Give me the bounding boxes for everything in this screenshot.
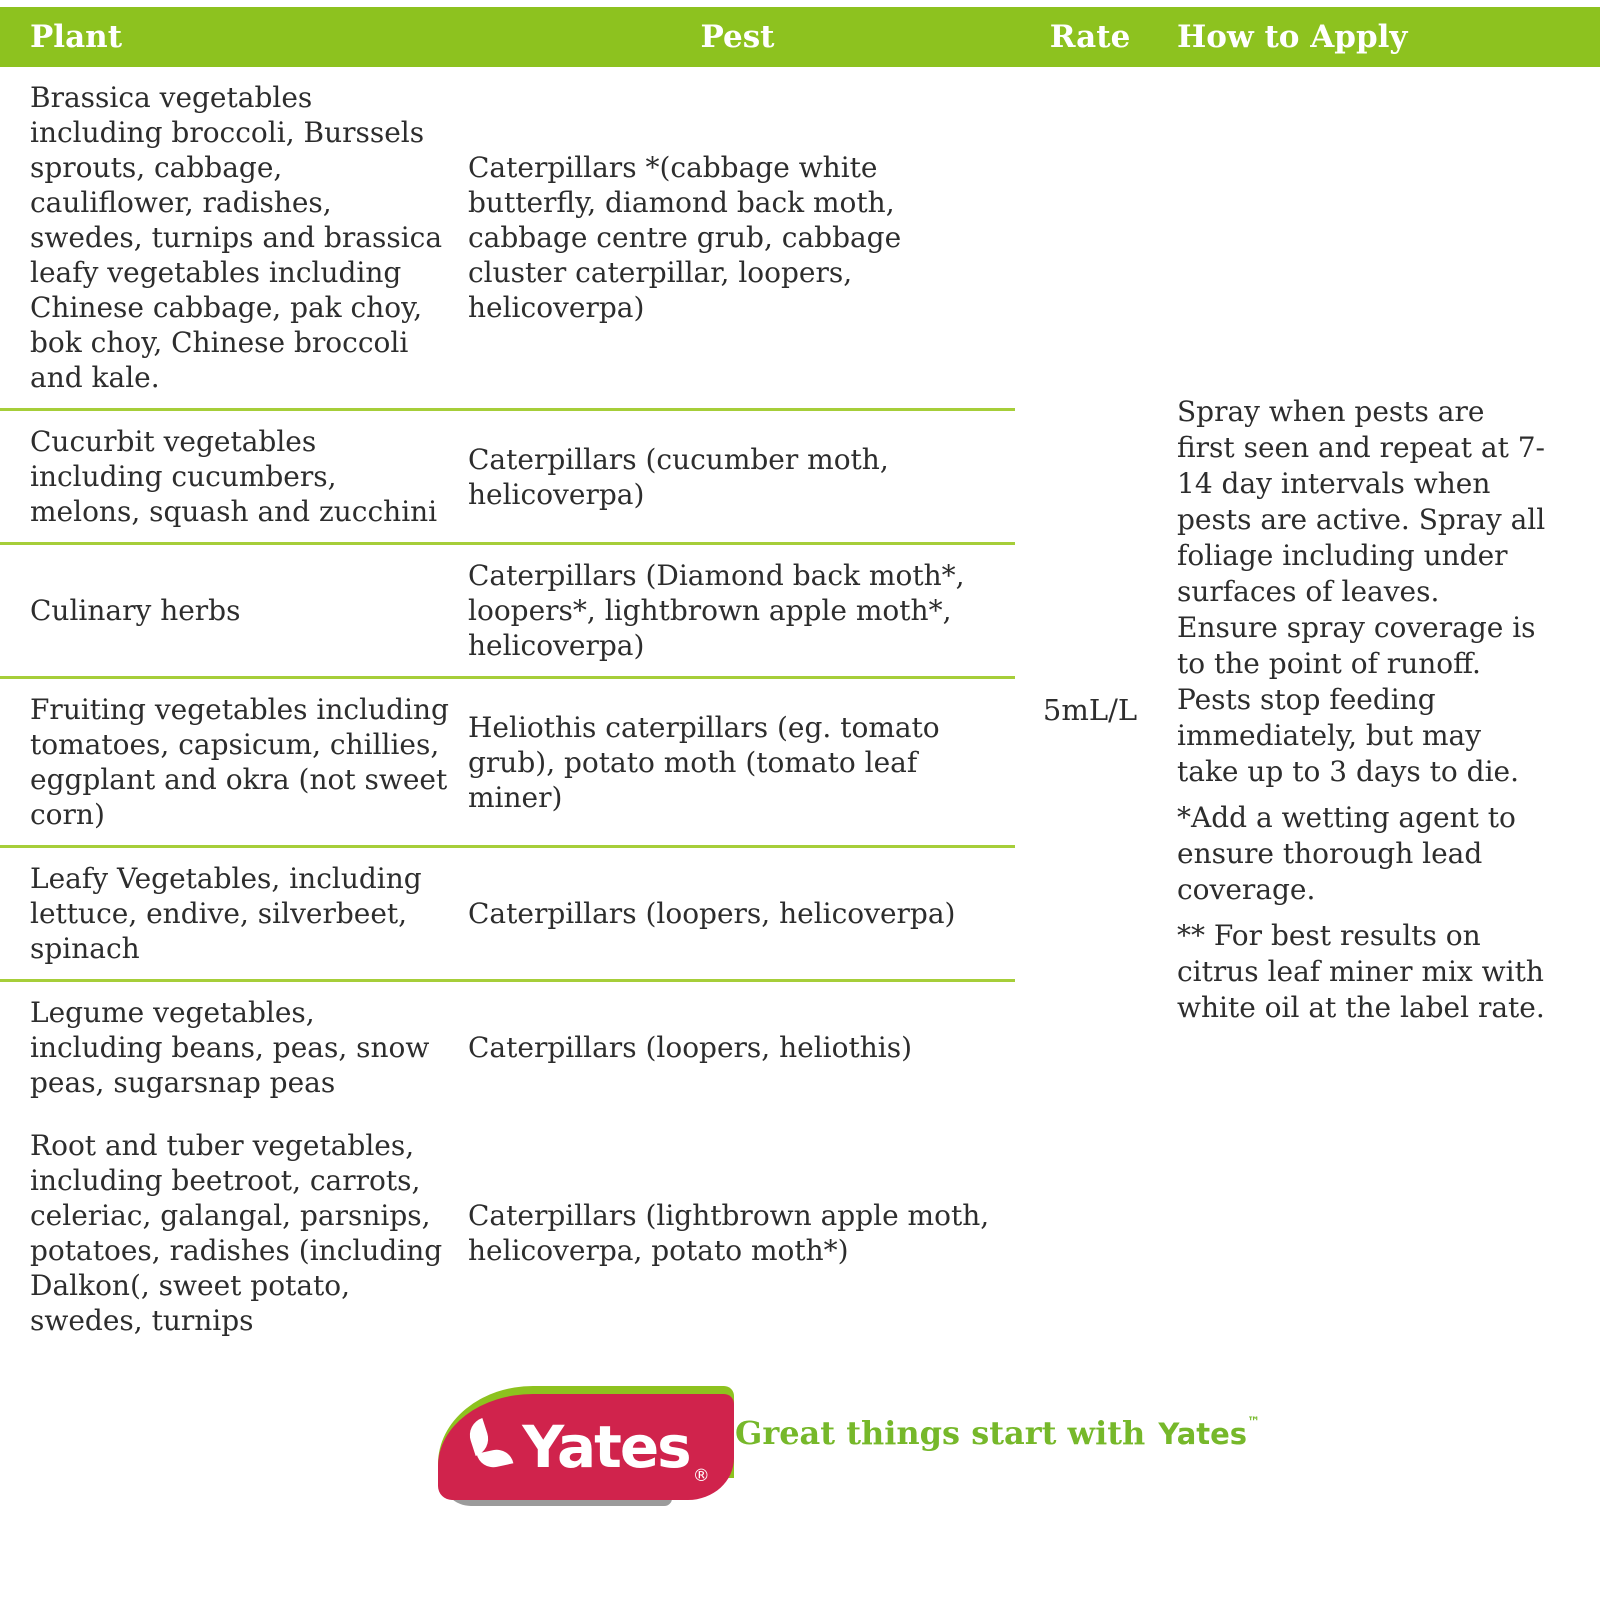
table-header xyxy=(0,7,1600,67)
header-rate: Rate xyxy=(1049,19,1131,55)
registered-trademark-symbol: ® xyxy=(692,1466,710,1486)
plant-cell: Cucurbit vegetables including cucumbers, melons, squash and zucchini xyxy=(30,425,438,528)
table-body xyxy=(0,67,1600,1353)
yates-logo xyxy=(438,1386,734,1504)
plant-cell: Root and tuber vegetables, including beetroot, carrots, celeriac, galangal, parsnips, potatoes, radishes (including Dalkon(, sweet potato, swedes, turnips xyxy=(30,1129,443,1337)
apply-paragraph: ** For best results on citrus leaf miner mix with white oil at the label rate. xyxy=(1177,919,1545,1024)
plant-cell: Culinary herbs xyxy=(30,594,241,627)
pest-cell: Heliothis caterpillars (eg. tomato grub), potato moth (tomato leaf miner) xyxy=(468,710,940,814)
logo-wordmark: Yates xyxy=(522,1413,690,1481)
pest-cell: Caterpillars (Diamond back moth*, loopers*, lightbrown apple moth*, helicoverpa) xyxy=(468,559,965,662)
header-how-to-apply: How to Apply xyxy=(1177,19,1408,55)
header-pest: Pest xyxy=(700,19,775,55)
how-to-apply-column xyxy=(1165,67,1600,1353)
tagline-text: Great things start with xyxy=(735,1414,1146,1452)
plant-cell: Brassica vegetables including broccoli, Burssels sprouts, cabbage, cauliflower, radishes, swedes, turnips and brassica leafy vegetables including Chinese cabbage, pak choy, bok choy, Chinese broccoli and kale. xyxy=(30,81,443,394)
table-row xyxy=(0,845,1015,979)
apply-paragraph: Spray when pests are first seen and repeat at 7-14 day intervals when pests are active. Spray all foliage including under surfaces of leaves. Ensure spray coverage is to the point of runoff. Pests stop feeding immediately, but may take up to 3 days to die. xyxy=(1177,395,1546,788)
table-row xyxy=(0,542,1015,676)
table-row xyxy=(0,979,1015,1113)
pest-cell: Caterpillars (loopers, helicoverpa) xyxy=(468,897,956,930)
trademark-symbol: ™ xyxy=(1247,1415,1261,1430)
plant-cell: Fruiting vegetables including tomatoes, capsicum, chillies, eggplant and okra (not sweet corn) xyxy=(30,693,449,831)
rate-column xyxy=(1015,67,1165,1353)
plant-cell: Leafy Vegetables, including lettuce, endive, silverbeet, spinach xyxy=(30,862,422,965)
header-plant: Plant xyxy=(30,19,123,55)
plant-cell: Legume vegetables, including beans, peas, snow peas, sugarsnap peas xyxy=(30,996,430,1099)
tagline-brand: Yates xyxy=(1158,1417,1248,1451)
rate-value: 5mL/L xyxy=(1042,693,1138,727)
pest-cell: Caterpillars (lightbrown apple moth, helicoverpa, potato moth*) xyxy=(468,1199,990,1267)
pest-cell: Caterpillars *(cabbage white butterfly, diamond back moth, cabbage centre grub, cabbage cluster caterpillar, loopers, helicoverpa) xyxy=(468,151,902,324)
pest-cell: Caterpillars (cucumber moth, helicoverpa) xyxy=(468,442,889,511)
how-to-apply-text xyxy=(1177,384,1548,1036)
table-row xyxy=(0,67,1015,408)
tagline xyxy=(735,1414,1260,1452)
table-row xyxy=(0,408,1015,542)
table-rows xyxy=(0,67,1015,1353)
pest-cell: Caterpillars (loopers, heliothis) xyxy=(468,1031,913,1064)
table-row xyxy=(0,676,1015,845)
table-row xyxy=(0,1113,1015,1353)
logo-red-shape xyxy=(438,1394,734,1500)
leaf-icon xyxy=(462,1420,520,1478)
apply-paragraph: *Add a wetting agent to ensure thorough lead coverage. xyxy=(1177,801,1516,906)
